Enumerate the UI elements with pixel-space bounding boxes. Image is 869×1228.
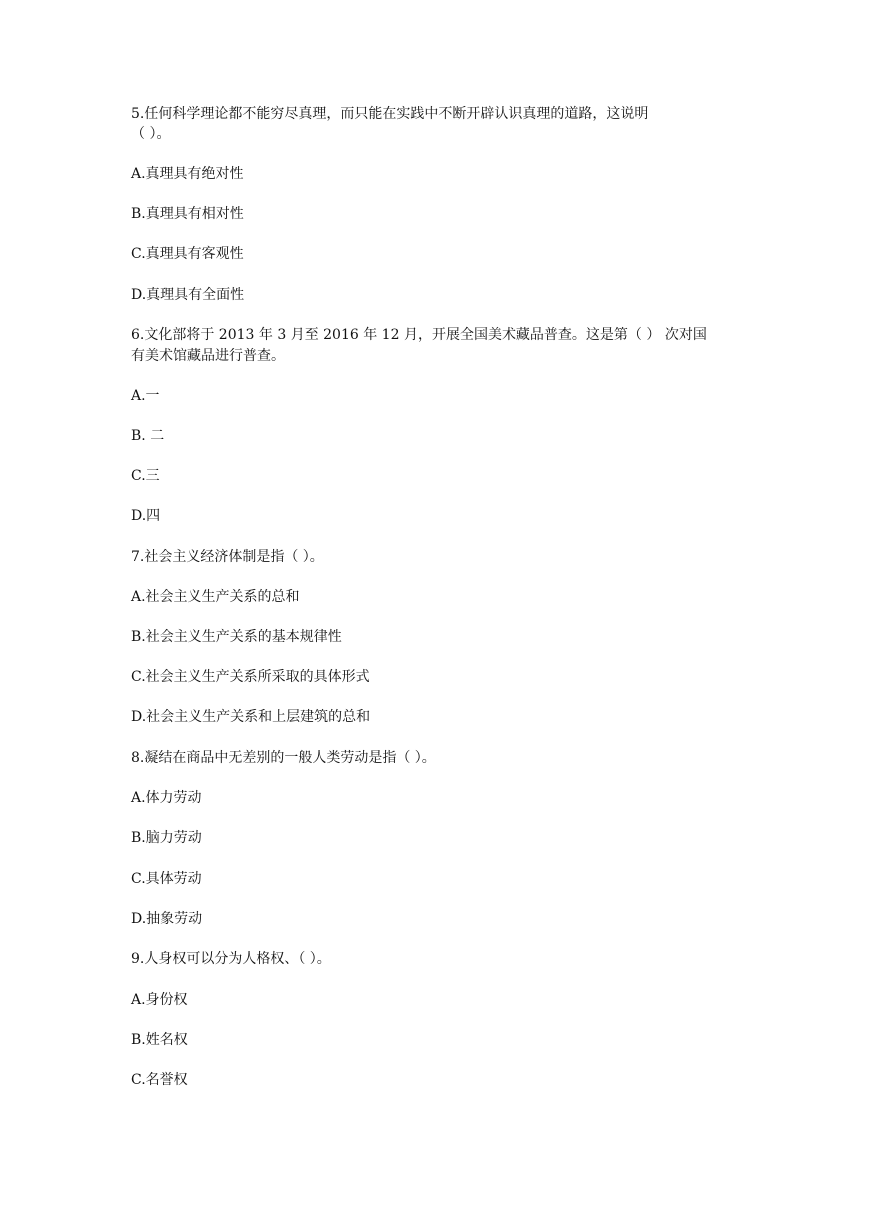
question-8-stem: 8.凝结在商品中无差别的一般人类劳动是指（ ）。 — [131, 750, 436, 766]
question-6-stem-line-1: 6.文化部将于 2013 年 3 月至 2016 年 12 月，开展全国美术藏品普查。这是第（ ） 次对国 — [131, 327, 707, 343]
question-6-option-d: D.四 — [131, 508, 161, 524]
question-6-option-c: C.三 — [131, 468, 160, 484]
question-8-option-b: B.脑力劳动 — [131, 830, 202, 846]
question-9-option-b: B.姓名权 — [131, 1032, 188, 1048]
question-9-option-c: C.名誉权 — [131, 1072, 188, 1088]
question-7-option-a: A.社会主义生产关系的总和 — [131, 589, 300, 605]
question-5-option-a: A.真理具有绝对性 — [131, 166, 244, 182]
question-7-option-b: B.社会主义生产关系的基本规律性 — [131, 629, 342, 645]
question-6-stem-line-2: 有美术馆藏品进行普查。 — [131, 348, 285, 364]
question-8-option-c: C.具体劳动 — [131, 871, 202, 887]
question-8-option-a: A.体力劳动 — [131, 790, 202, 806]
question-8-option-d: D.抽象劳动 — [131, 911, 203, 927]
question-5-option-c: C.真理具有客观性 — [131, 246, 244, 262]
question-5-option-b: B.真理具有相对性 — [131, 206, 244, 222]
question-7-stem: 7.社会主义经济体制是指（ ）。 — [131, 549, 324, 565]
question-5-stem-line-2: （ ）。 — [131, 126, 171, 142]
question-7-option-c: C.社会主义生产关系所采取的具体形式 — [131, 669, 370, 685]
question-5-option-d: D.真理具有全面性 — [131, 287, 245, 303]
question-9-option-a: A.身份权 — [131, 992, 188, 1008]
question-6-option-a: A.一 — [131, 388, 160, 404]
question-7-option-d: D.社会主义生产关系和上层建筑的总和 — [131, 709, 371, 725]
question-5-stem-line-1: 5.任何科学理论都不能穷尽真理，而只能在实践中不断开辟认识真理的道路，这说明 — [131, 106, 649, 122]
question-6-option-b: B. 二 — [131, 428, 165, 444]
question-9-stem: 9.人身权可以分为人格权、（ ）。 — [131, 951, 331, 967]
